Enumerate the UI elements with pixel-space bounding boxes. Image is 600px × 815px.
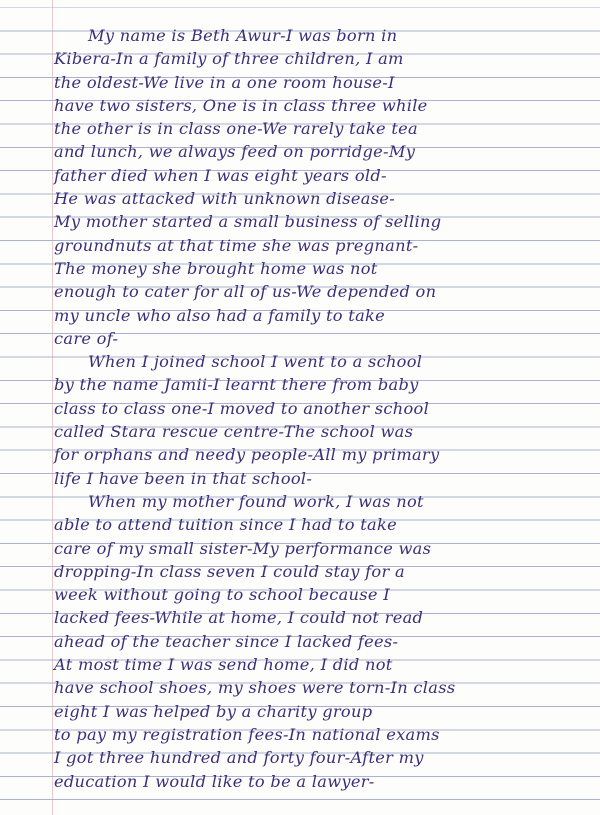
handwritten-text-block: [54, 24, 594, 793]
essay-line: class to class one-I moved to another school: [54, 398, 430, 418]
essay-line: When my mother found work, I was not: [88, 491, 424, 511]
essay-line: and lunch, we always feed on porridge-My: [54, 142, 416, 162]
essay-line: The money she brought home was not: [54, 258, 378, 278]
essay-line: I got three hundred and forty four-After my: [54, 748, 424, 768]
essay-line: dropping-In class seven I could stay for a: [54, 561, 405, 581]
essay-line: When I joined school I went to a school: [88, 352, 423, 372]
essay-line: father died when I was eight years old-: [54, 165, 387, 185]
essay-line: called Stara rescue centre-The school was: [54, 422, 414, 442]
essay-line: My mother started a small business of selling: [54, 212, 442, 232]
essay-line: week without going to school because I: [54, 585, 390, 605]
essay-line: He was attacked with unknown disease-: [54, 189, 395, 209]
essay-line: to pay my registration fees-In national exams: [54, 724, 440, 744]
essay-line: groundnuts at that time she was pregnant-: [54, 235, 419, 255]
essay-line: eight I was helped by a charity group: [54, 701, 373, 721]
essay-line: life I have been in that school-: [54, 468, 313, 488]
essay-line: care of-: [54, 328, 119, 348]
essay-line: by the name Jamii-I learnt there from baby: [54, 375, 419, 395]
essay-line: able to attend tuition since I had to take: [54, 515, 397, 535]
essay-line: education I would like to be a lawyer-: [54, 771, 375, 791]
essay-line: enough to cater for all of us-We depended on: [54, 282, 437, 302]
essay-line: my uncle who also had a family to take: [54, 305, 386, 325]
essay-line: My name is Beth Awur-I was born in: [88, 26, 398, 45]
essay-line: have two sisters, One is in class three while: [54, 95, 428, 115]
essay-line: care of my small sister-My performance was: [54, 538, 432, 558]
margin-line: [52, 0, 53, 815]
essay-line: the oldest-We live in a one room house-I: [54, 72, 395, 92]
essay-line: At most time I was send home, I did not: [54, 655, 393, 675]
essay-line: the other is in class one-We rarely take tea: [54, 119, 419, 139]
essay-line: have school shoes, my shoes were torn-In class: [54, 678, 456, 698]
essay-line: Kibera-In a family of three children, I am: [54, 49, 404, 69]
essay-line: ahead of the teacher since I lacked fees-: [54, 631, 399, 651]
essay-line: lacked fees-While at home, I could not read: [54, 608, 424, 628]
essay-line: for orphans and needy people-All my primary: [54, 445, 440, 465]
